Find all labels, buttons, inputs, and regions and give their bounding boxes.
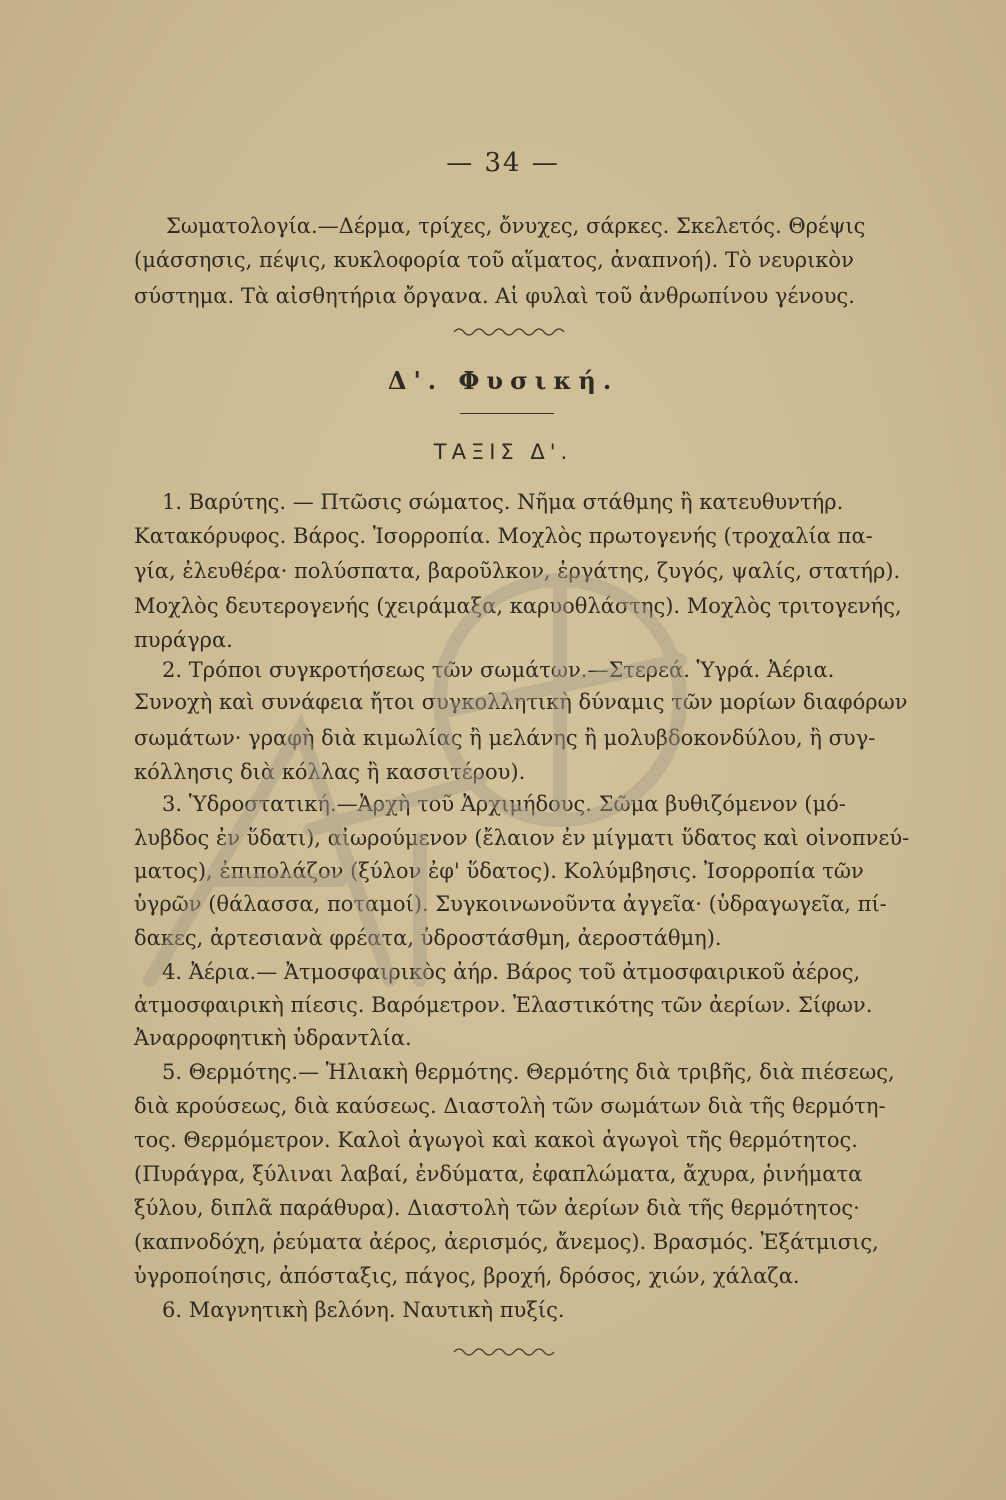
text-line: Μοχλὸς δευτερογενής (χειράμαξα, καρυοθλάστης). Μοχλὸς τριτογενής, bbox=[134, 594, 902, 618]
text-line: Σωματολογία.—Δέρμα, τρίχες, ὄνυχες, σάρκες. Σκελετός. Θρέψις bbox=[166, 214, 866, 238]
text-line: Συνοχὴ καὶ συνάφεια ἤτοι συγκολλητικὴ δύναμις τῶν μορίων διαφόρων bbox=[134, 690, 908, 714]
text-line: τος. Θερμόμετρον. Καλοὶ ἀγωγοὶ καὶ κακοὶ ἀγωγοὶ τῆς θερμότητος. bbox=[134, 1128, 858, 1152]
text-line: ὑγρῶν (θάλασσα, ποταμοί). Συγκοινωνοῦντα ἀγγεῖα· (ὑδραγωγεῖα, πί- bbox=[134, 892, 887, 916]
text-line: 4. Ἀέρια.— Ἀτμοσφαιρικὸς ἀήρ. Βάρος τοῦ ἀτμοσφαιρικοῦ ἀέρος, bbox=[162, 960, 861, 984]
text-line: 1. Βαρύτης. — Πτῶσις σώματος. Νῆμα στάθμης ἢ κατευθυντήρ. bbox=[162, 490, 844, 514]
text-line: ὑγροποίησις, ἀπόσταξις, πάγος, βροχή, δρόσος, χιών, χάλαζα. bbox=[134, 1264, 800, 1288]
text-line: σύστημα. Τὰ αἰσθητήρια ὄργανα. Αἱ φυλαὶ τοῦ ἀνθρωπίνου γένους. bbox=[134, 284, 855, 308]
text-line: Ἀναρροφητικὴ ὑδραντλία. bbox=[134, 1026, 412, 1050]
text-line: (καπνοδόχη, ῥεύματα ἀέρος, ἀερισμός, ἄνεμος). Βρασμός. Ἐξάτμισις, bbox=[134, 1230, 879, 1254]
class-title: ΤΑΞΙΣ Δ'. bbox=[433, 440, 573, 464]
text-line: 5. Θερμότης.— Ἡλιακὴ θερμότης. Θερμότης διὰ τριβῆς, διὰ πιέσεως, bbox=[162, 1060, 895, 1084]
text-line: ξύλου, διπλᾶ παράθυρα). Διαστολὴ τῶν ἀερίων διὰ τῆς θερμότητος· bbox=[134, 1196, 860, 1220]
text-line: λυβδος ἐν ὕδατι), αἰωρούμενον (ἔλαιον ἐν μίγματι ὕδατος καὶ οἰνοπνεύ- bbox=[134, 826, 910, 850]
text-line: διὰ κρούσεως, διὰ καύσεως. Διαστολὴ τῶν σωμάτων διὰ τῆς θερμότη- bbox=[134, 1094, 886, 1118]
text-line: (Πυράγρα, ξύλιναι λαβαί, ἐνδύματα, ἐφαπλώματα, ἄχυρα, ῥινήματα bbox=[134, 1162, 863, 1186]
text-line: γία, ἐλευθέρα· πολύσπατα, βαροῦλκον, ἐργάτης, ζυγός, ψαλίς, στατήρ). bbox=[134, 559, 901, 583]
title-rule bbox=[460, 413, 554, 414]
text-line: δακες, ἀρτεσιανὰ φρέατα, ὑδροστάσθμη, ἀεροστάθμη). bbox=[134, 926, 722, 950]
wavy-divider-bottom bbox=[452, 1344, 562, 1358]
text-line: πυράγρα. bbox=[134, 628, 233, 652]
page-number: — 34 — bbox=[446, 148, 560, 178]
text-line: κόλλησις διὰ κόλλας ἢ κασσιτέρου). bbox=[134, 760, 526, 784]
section-title: Δ'. Φυσική. bbox=[387, 366, 619, 395]
text-line: (μάσσησις, πέψις, κυκλοφορία τοῦ αἵματος, ἀναπνοή). Τὸ νευρικὸν bbox=[134, 248, 854, 272]
text-line: 3. Ὑδροστατική.—Ἀρχὴ τοῦ Ἀρχιμήδους. Σῶμα βυθιζόμενον (μό- bbox=[162, 792, 846, 816]
text-line: 2. Τρόποι συγκροτήσεως τῶν σωμάτων.—Στερεά. Ὑγρά. Ἀέρια. bbox=[162, 658, 835, 682]
text-line: σωμάτων· γραφὴ διὰ κιμωλίας ἢ μελάνης ἢ μολυβδοκονδύλου, ἢ συγ- bbox=[134, 726, 876, 750]
text-line: Κατακόρυφος. Βάρος. Ἰσορροπία. Μοχλὸς πρωτογενής (τροχαλία πα- bbox=[134, 524, 873, 548]
text-line: ἀτμοσφαιρικὴ πίεσις. Βαρόμετρον. Ἐλαστικότης τῶν ἀερίων. Σίφων. bbox=[134, 993, 873, 1017]
text-line: ματος), ἐπιπολάζον (ξύλον ἐφ' ὕδατος). Κολύμβησις. Ἰσορροπία τῶν bbox=[134, 859, 864, 883]
text-line: 6. Μαγνητικὴ βελόνη. Ναυτικὴ πυξίς. bbox=[162, 1298, 565, 1322]
wavy-divider-top bbox=[452, 324, 572, 338]
